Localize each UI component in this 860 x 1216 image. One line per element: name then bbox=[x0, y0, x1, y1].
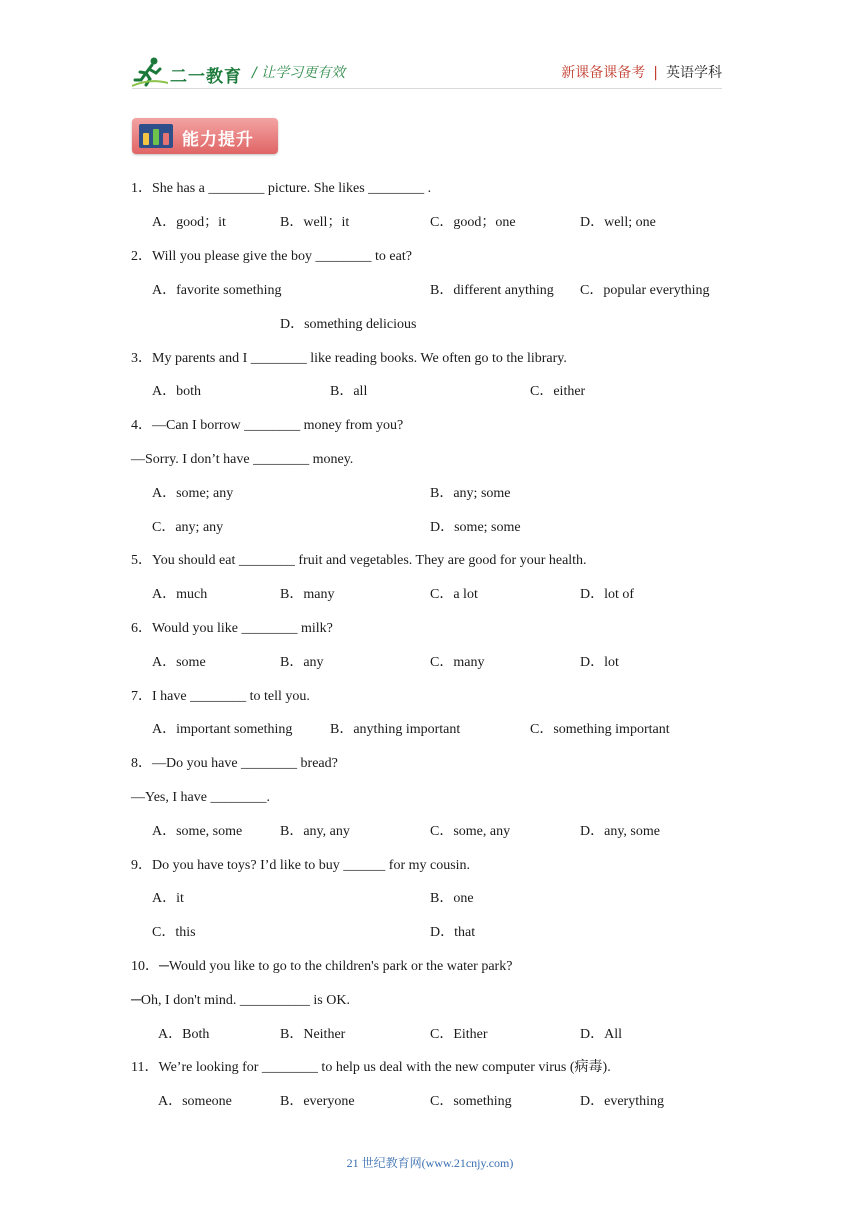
option: B．anything important bbox=[330, 722, 461, 737]
header-separator: | bbox=[653, 65, 658, 81]
page-header bbox=[0, 0, 860, 100]
question-stem: 2．Will you please give the boy ________ to eat? bbox=[131, 249, 412, 264]
header-course-label: 新课备课备考 bbox=[561, 65, 646, 81]
option: D．lot of bbox=[580, 587, 635, 602]
question-stem: 4．—Can I borrow ________ money from you? bbox=[131, 418, 404, 433]
question-stem-reply: —Sorry. I don’t have ________ money. bbox=[131, 452, 354, 467]
section-badge bbox=[132, 118, 278, 154]
option: C．any; any bbox=[152, 520, 224, 535]
header-subject bbox=[561, 62, 722, 82]
option: C．many bbox=[430, 655, 485, 670]
section-title: 能力提升 bbox=[182, 130, 254, 150]
option: C．something important bbox=[530, 722, 670, 737]
runner-logo-icon bbox=[132, 56, 168, 88]
option: C．something bbox=[430, 1094, 512, 1109]
question-stem: 1．She has a ________ picture. She likes ________ . bbox=[131, 181, 432, 196]
header-divider bbox=[132, 88, 722, 89]
option: B．well；it bbox=[280, 215, 350, 230]
option: A．both bbox=[152, 384, 201, 399]
question-stem-reply: ─Oh, I don't mind. __________ is OK. bbox=[131, 993, 350, 1008]
footer-source-link[interactable]: 21 世纪教育网(www.21cnjy.com) bbox=[346, 1156, 514, 1170]
option: A．some, some bbox=[152, 824, 243, 839]
option: A．someone bbox=[158, 1094, 232, 1109]
option: B．everyone bbox=[280, 1094, 355, 1109]
option: D．that bbox=[430, 925, 476, 940]
option: D．well; one bbox=[580, 215, 656, 230]
question-stem: 5．You should eat ________ fruit and vegetables. They are good for your health. bbox=[131, 553, 587, 568]
option: A．much bbox=[152, 587, 208, 602]
header-subject-label: 英语学科 bbox=[666, 65, 722, 81]
option: A．some bbox=[152, 655, 206, 670]
slogan: / 让学习更有效 bbox=[252, 65, 346, 81]
question-stem: 8．—Do you have ________ bread? bbox=[131, 756, 338, 771]
option: D．any, some bbox=[580, 824, 660, 839]
question-stem-reply: —Yes, I have ________. bbox=[131, 790, 270, 805]
option: C．good；one bbox=[430, 215, 516, 230]
option: B．different anything bbox=[430, 283, 554, 298]
option: C．some, any bbox=[430, 824, 511, 839]
option: D．lot bbox=[580, 655, 619, 670]
option: C．either bbox=[530, 384, 586, 399]
option: A．favorite something bbox=[152, 283, 282, 298]
option: B．Neither bbox=[280, 1027, 346, 1042]
question-stem: 3．My parents and I ________ like reading books. We often go to the library. bbox=[131, 351, 567, 366]
option: D．All bbox=[580, 1027, 622, 1042]
people-icon bbox=[139, 124, 173, 148]
option: C．popular everything bbox=[580, 283, 710, 298]
option: A．some; any bbox=[152, 486, 234, 501]
option: B．any, any bbox=[280, 824, 350, 839]
option: B．any; some bbox=[430, 486, 511, 501]
option: D．everything bbox=[580, 1094, 664, 1109]
question-stem: 7．I have ________ to tell you. bbox=[131, 689, 310, 704]
option: A．good；it bbox=[152, 215, 226, 230]
option: D．something delicious bbox=[280, 317, 417, 332]
question-stem: 6．Would you like ________ milk? bbox=[131, 621, 333, 636]
option: B．one bbox=[430, 891, 474, 906]
option: A．important something bbox=[152, 722, 293, 737]
option: A．Both bbox=[158, 1027, 210, 1042]
option: C．Either bbox=[430, 1027, 488, 1042]
option: C．this bbox=[152, 925, 196, 940]
option: B．all bbox=[330, 384, 368, 399]
option: D．some; some bbox=[430, 520, 521, 535]
question-stem: 11．We’re looking for ________ to help us deal with the new computer virus (病毒). bbox=[131, 1060, 611, 1075]
logo-text: 二一教育 bbox=[170, 67, 242, 87]
option: B．many bbox=[280, 587, 335, 602]
question-stem: 9．Do you have toys? I’d like to buy ______ for my cousin. bbox=[131, 858, 471, 873]
option: B．any bbox=[280, 655, 324, 670]
option: C．a lot bbox=[430, 587, 478, 602]
option: A．it bbox=[152, 891, 184, 906]
question-stem: 10．─Would you like to go to the children's park or the water park? bbox=[131, 959, 513, 974]
